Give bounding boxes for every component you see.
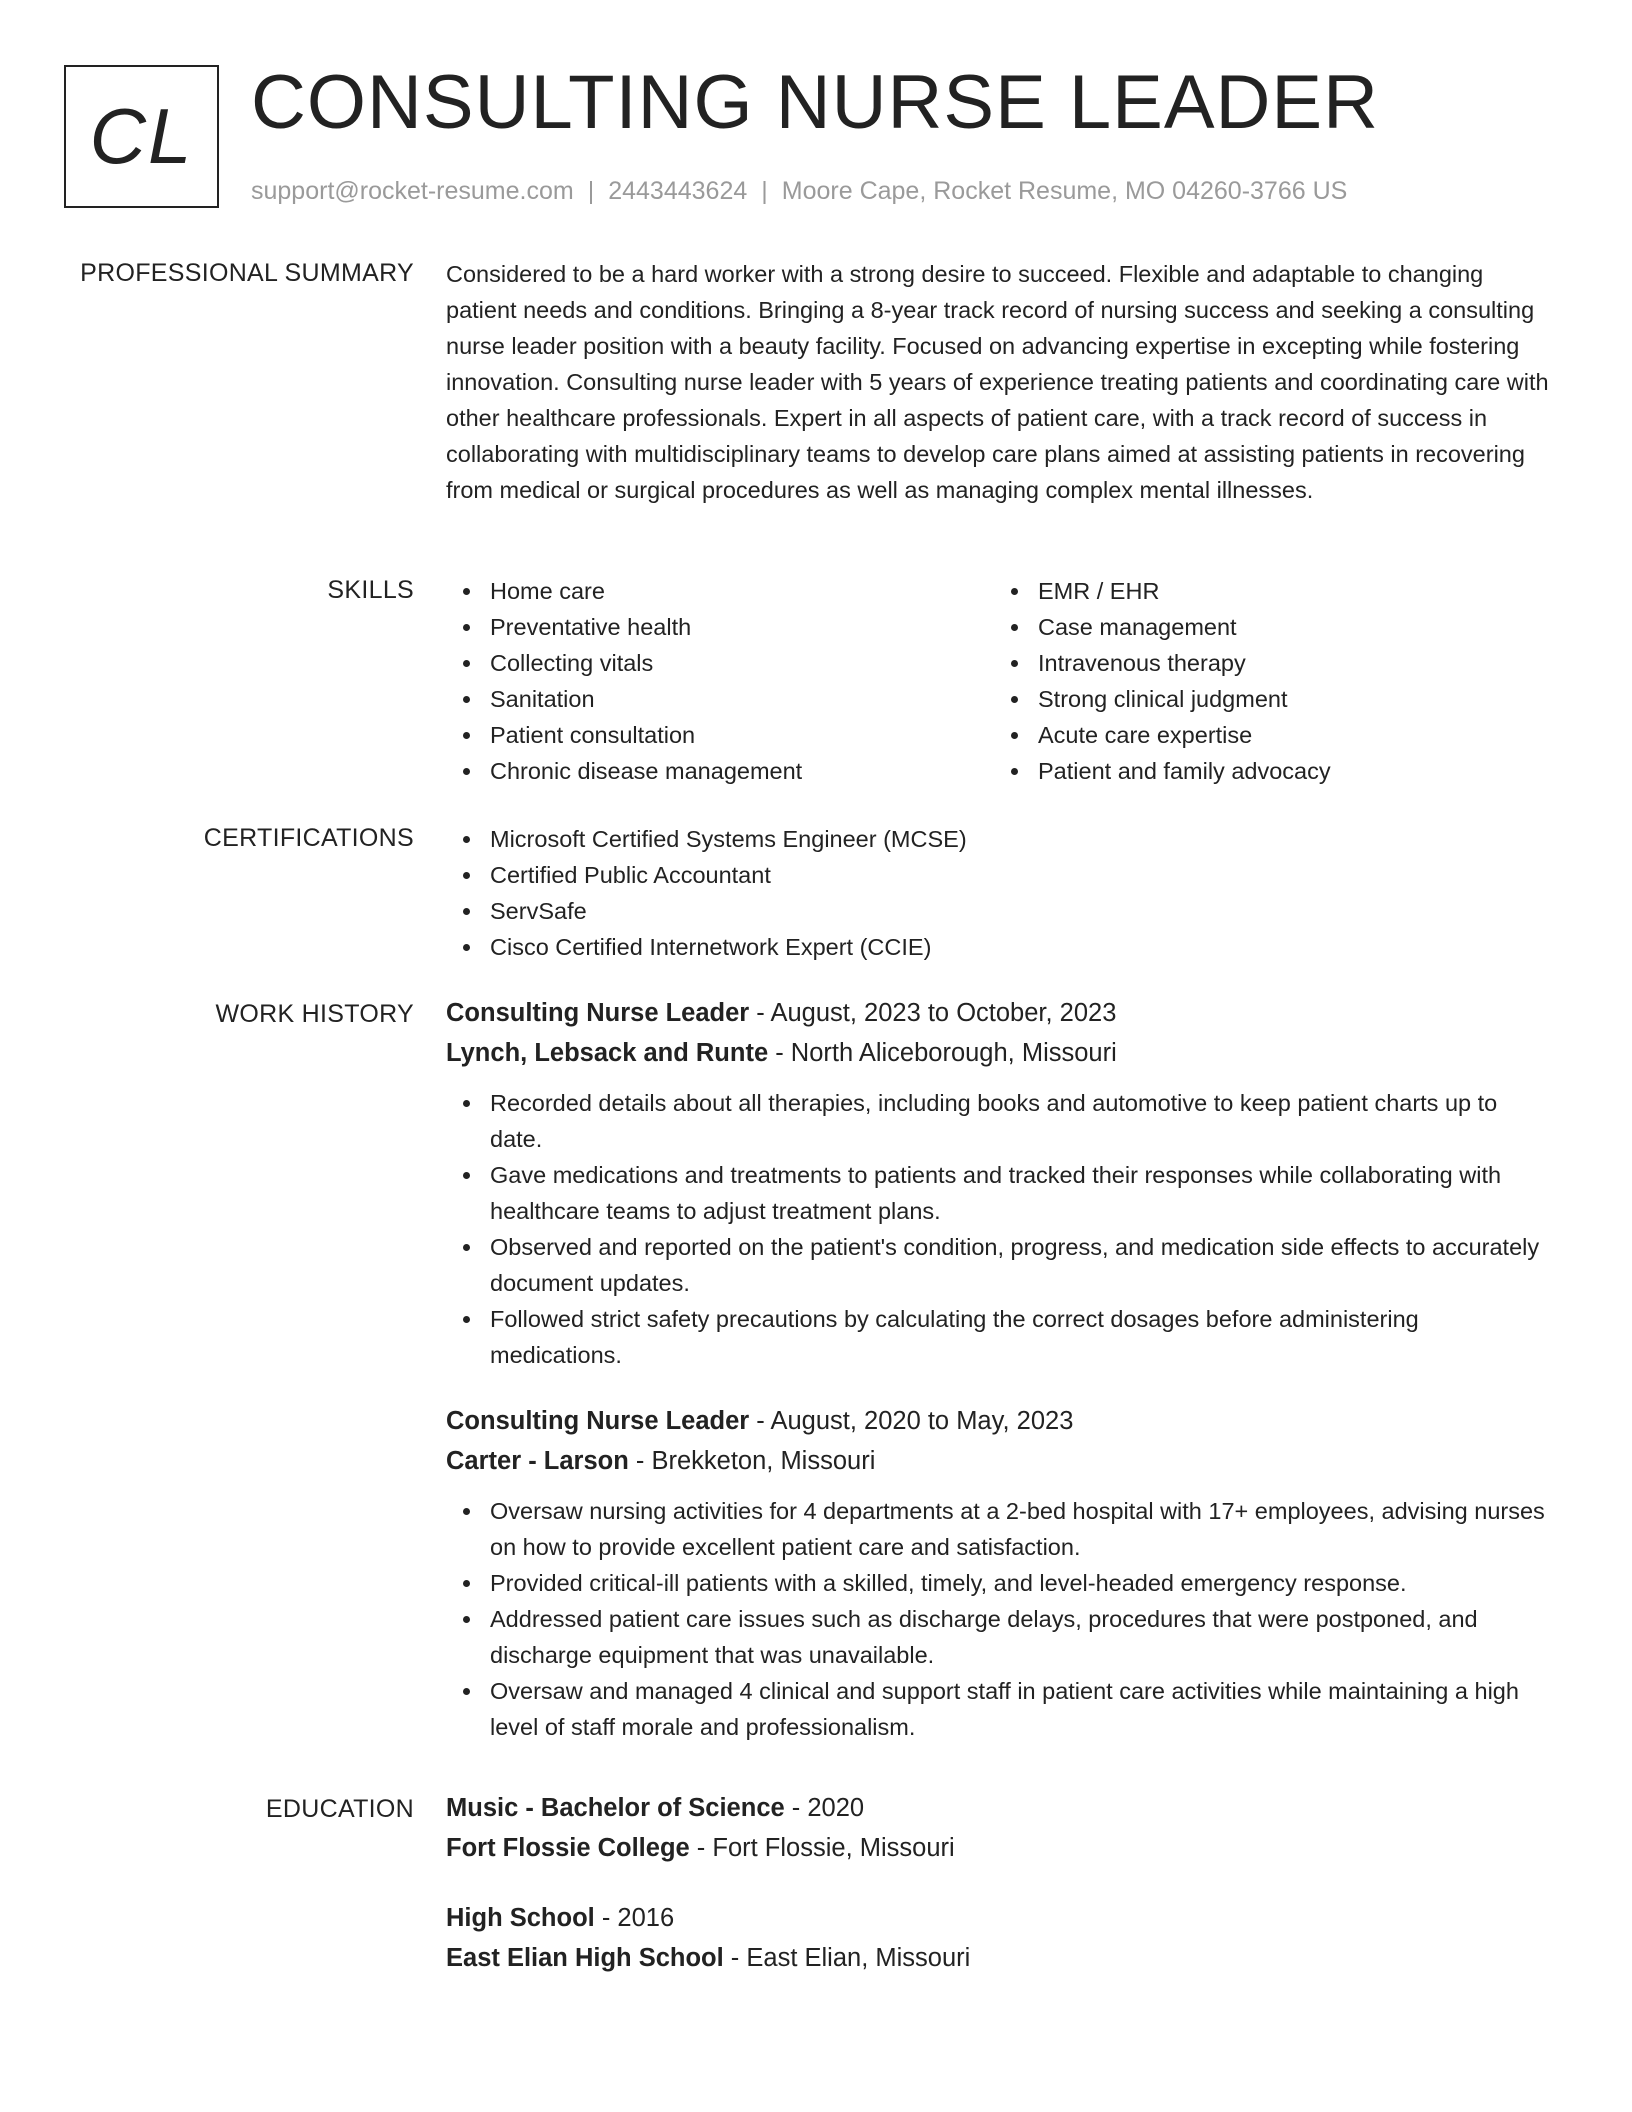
job-bullet: Followed strict safety precautions by calculating the correct dosages before administering medications. [446,1301,1556,1373]
job-bullet: Provided critical-ill patients with a skilled, timely, and level-headed emergency response. [446,1565,1556,1601]
school-location: - Fort Flossie, Missouri [689,1834,955,1862]
job-title-line [446,1401,1556,1441]
skill-item: Patient consultation [446,717,994,753]
skill-item: Strong clinical judgment [994,681,1542,717]
job-title-line [446,993,1556,1033]
job-entry [446,993,1556,1373]
job-location: - Brekketon, Missouri [628,1447,876,1475]
skill-item: Chronic disease management [446,753,994,789]
job-bullets [446,1085,1556,1373]
job-company: Carter - Larson [446,1447,629,1475]
degree-year: - 2020 [784,1794,865,1822]
certification-item: Certified Public Accountant [446,857,1556,893]
skill-item: Case management [994,609,1542,645]
job-company: Lynch, Lebsack and Runte [446,1039,769,1067]
school-name: Fort Flossie College [446,1834,690,1862]
job-title: Consulting Nurse Leader [446,1407,750,1435]
certification-item: Cisco Certified Internetwork Expert (CCIE) [446,929,1556,965]
work-history-heading: WORK HISTORY [215,1000,414,1028]
skill-item: Intravenous therapy [994,645,1542,681]
education-heading: EDUCATION [265,1795,414,1823]
skill-item: EMR / EHR [994,573,1542,609]
skill-item: Preventative health [446,609,994,645]
education-body [446,1788,1556,1978]
school-name: East Elian High School [446,1944,724,1972]
job-bullet: Addressed patient care issues such as discharge delays, procedures that were postponed, and discharge equipment that was unavailable. [446,1601,1556,1673]
candidate-name: CONSULTING NURSE LEADER [251,60,1380,145]
certification-item: ServSafe [446,893,1556,929]
school-location: - East Elian, Missouri [723,1944,971,1972]
degree-line [446,1788,1556,1828]
job-bullet: Oversaw nursing activities for 4 departments at a 2-bed hospital with 17+ employees, advising nurses on how to provide excellent patient care and satisfaction. [446,1493,1556,1565]
summary-heading: PROFESSIONAL SUMMARY [80,259,414,287]
contact-separator: | [761,177,768,205]
certification-item: Microsoft Certified Systems Engineer (MCSE) [446,821,1556,857]
degree-line [446,1898,1556,1938]
skill-item: Collecting vitals [446,645,994,681]
school-line [446,1938,1556,1978]
job-location: - North Aliceborough, Missouri [768,1039,1117,1067]
certifications-body [446,821,1556,965]
contact-phone: 2443443624 [608,177,748,205]
skill-item: Sanitation [446,681,994,717]
skill-item: Home care [446,573,994,609]
skills-heading: SKILLS [327,576,414,604]
skill-item: Patient and family advocacy [994,753,1542,789]
monogram-logo: CL [64,65,219,208]
degree-name: Music - Bachelor of Science [446,1794,785,1822]
contact-separator: | [587,177,595,205]
degree-year: - 2016 [594,1904,675,1932]
job-bullet: Recorded details about all therapies, including books and automotive to keep patient charts up to date. [446,1085,1556,1157]
job-company-line [446,1033,1556,1073]
education-entry [446,1788,1556,1868]
job-bullets [446,1493,1556,1745]
degree-name: High School [446,1904,595,1932]
resume-header [64,60,1568,210]
job-company-line [446,1441,1556,1481]
job-bullet: Gave medications and treatments to patients and tracked their responses while collaborating with healthcare teams to adjust treatment plans. [446,1157,1556,1229]
work-history-body [446,993,1556,1745]
skills-column-2 [994,573,1542,789]
education-entry [446,1898,1556,1978]
certifications-list [446,821,1556,965]
job-dates: - August, 2020 to May, 2023 [749,1407,1074,1435]
contact-address: Moore Cape, Rocket Resume, MO 04260-3766 US [781,177,1348,205]
job-bullet: Observed and reported on the patient's condition, progress, and medication side effects to accurately document updates. [446,1229,1556,1301]
skills-list [446,573,1556,789]
skill-item: Acute care expertise [994,717,1542,753]
school-line [446,1828,1556,1868]
job-title: Consulting Nurse Leader [446,999,750,1027]
contact-line [251,177,1347,206]
summary-text: Considered to be a hard worker with a strong desire to succeed. Flexible and adaptable to changing patient needs and conditions. Bringing a 8-year track record of nursing success and seeking a consulting nurse leader position with a beauty facility. Focused on advancing expertise in excepting while fostering innovation. Consulting nurse leader with 5 years of experience treating patients and coordinating care with other healthcare professionals. Expert in all aspects of patient care, with a track record of success in collaborating with multidisciplinary teams to develop care plans aimed at assisting patients in recovering from medical or surgical procedures as well as managing complex mental illnesses. [446,261,1549,503]
job-dates: - August, 2023 to October, 2023 [749,999,1117,1027]
job-entry [446,1401,1556,1745]
skills-column-1 [446,573,994,789]
job-bullet: Oversaw and managed 4 clinical and support staff in patient care activities while maintaining a high level of staff morale and professionalism. [446,1673,1556,1745]
certifications-heading: CERTIFICATIONS [203,824,414,852]
contact-email: support@rocket-resume.com [251,177,574,205]
